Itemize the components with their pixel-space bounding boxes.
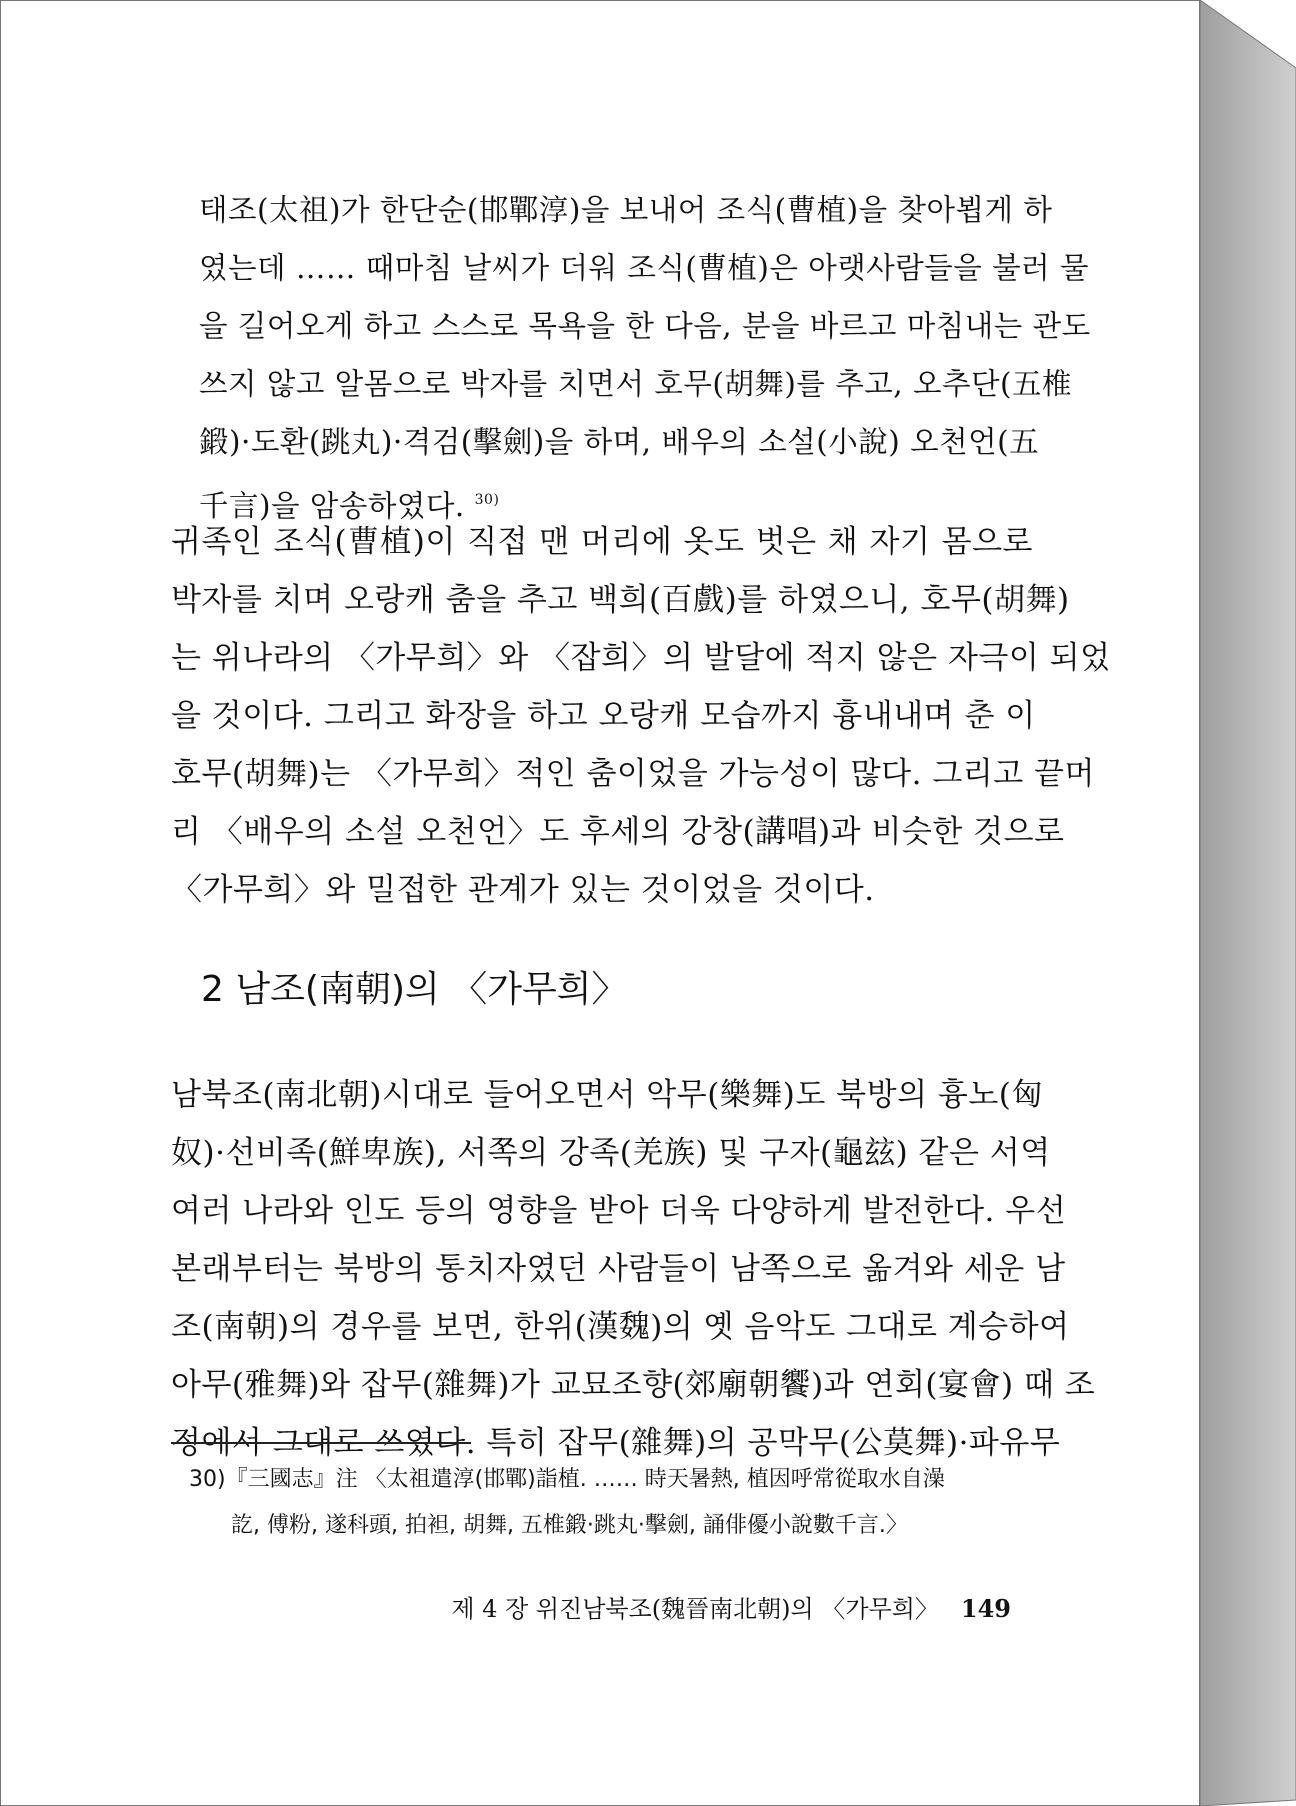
- block-quote: [199, 181, 1091, 535]
- footnote-line: 30)『三國志』注 〈太祖遣淳(邯鄲)詣植. …… 時天暑熱, 植因呼常從取水自澡: [189, 1467, 945, 1492]
- paragraph-line: 호무(胡舞)는 〈가무희〉적인 춤이었을 가능성이 많다. 그리고 끝머: [171, 756, 1095, 792]
- paragraph-line: 본래부터는 북방의 통치자였던 사람들이 남쪽으로 옮겨와 세운 남: [171, 1251, 1066, 1287]
- paragraph-line: 박자를 치며 오랑캐 춤을 추고 백희(百戲)를 하였으니, 호무(胡舞): [171, 582, 1070, 618]
- chapter-title: 제 4 장 위진남북조(魏晉南北朝)의 〈가무희〉: [451, 1595, 939, 1623]
- paragraph-line: 귀족인 조식(曹植)이 직접 맨 머리에 옷도 벗은 채 자기 몸으로: [171, 524, 1033, 560]
- paragraph-line: 남북조(南北朝)시대로 들어오면서 악무(樂舞)도 북방의 흉노(匈: [171, 1077, 1043, 1113]
- section-heading: 2 남조(南朝)의 〈가무희〉: [201, 969, 628, 1010]
- paragraph-line: 리 〈배우의 소설 오천언〉도 후세의 강창(講唱)과 비슷한 것으로: [171, 814, 1065, 850]
- paragraph-2: [171, 1066, 1096, 1472]
- paragraph-line: 아무(雅舞)와 잡무(雜舞)가 교묘조향(郊廟朝饗)과 연회(宴會) 때 조: [171, 1367, 1096, 1403]
- paragraph-line: 는 위나라의 〈가무희〉와 〈잡희〉의 발달에 적지 않은 자극이 되었: [171, 640, 1111, 676]
- paragraph-1: [171, 513, 1111, 919]
- quote-line-text: 千言)을 암송하였다.: [199, 489, 465, 523]
- quote-line: 였는데 …… 때마침 날씨가 더워 조식(曹植)은 아랫사람들을 불러 물: [199, 251, 1089, 285]
- paragraph-line: 奴)·선비족(鮮卑族), 서쪽의 강족(羌族) 및 구자(龜玆) 같은 서역: [171, 1135, 1051, 1171]
- quote-line: 鍛)·도환(跳丸)·격검(擊劍)을 하며, 배우의 소설(小說) 오천언(五: [199, 425, 1040, 459]
- paragraph-line: 여러 나라와 인도 등의 영향을 받아 더욱 다양하게 발전한다. 우선: [171, 1193, 1067, 1229]
- footnote-reference[interactable]: 30): [474, 492, 500, 508]
- page-number: 149: [960, 1594, 1011, 1623]
- paragraph-line: 〈가무희〉와 밀접한 관계가 있는 것이었을 것이다.: [171, 872, 875, 908]
- quote-line: 을 길어오게 하고 스스로 목욕을 한 다음, 분을 바르고 마침내는 관도: [199, 309, 1091, 343]
- paragraph-line: 조(南朝)의 경우를 보면, 한위(漢魏)의 옛 음악도 그대로 계승하여: [171, 1309, 1070, 1345]
- footnote-divider: [171, 1442, 471, 1444]
- paragraph-line: 을 것이다. 그리고 화장을 하고 오랑캐 모습까지 흉내내며 춘 이: [171, 698, 1036, 734]
- quote-line: 쓰지 않고 알몸으로 박자를 치면서 호무(胡舞)를 추고, 오추단(五椎: [199, 367, 1072, 401]
- footnote-line-continued: 訖, 傅粉, 遂科頭, 拍袒, 胡舞, 五椎鍛·跳丸·擊劍, 誦俳優小說數千言.〉: [231, 1513, 908, 1538]
- footnote: [189, 1457, 1025, 1549]
- quote-line: 태조(太祖)가 한단순(邯鄲淳)을 보내어 조식(曹植)을 찾아뵙게 하: [199, 193, 1053, 227]
- paragraph-line: 정에서 그대로 쓰였다. 특히 잡무(雜舞)의 공막무(公莫舞)·파유무: [171, 1425, 1061, 1461]
- running-footer: [411, 1589, 1011, 1629]
